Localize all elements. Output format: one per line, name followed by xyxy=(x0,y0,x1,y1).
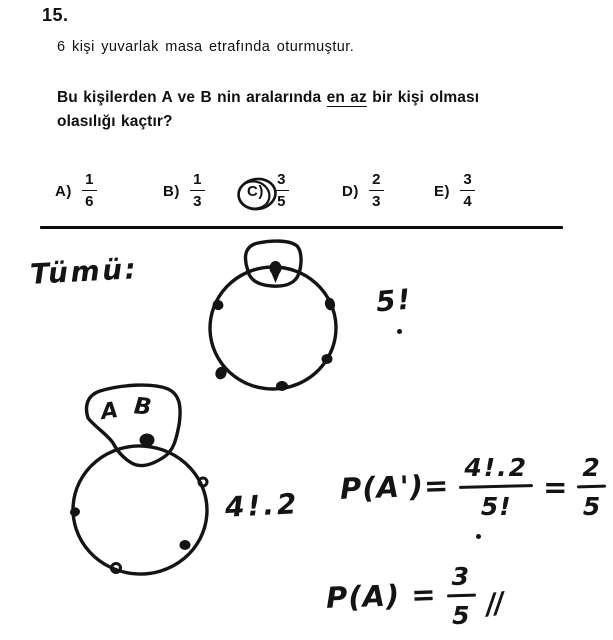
seat-dot xyxy=(322,354,333,364)
handwritten-all-label: Tümü: xyxy=(29,252,140,291)
result-numerator: 2 xyxy=(582,453,602,482)
option-c-numerator: 3 xyxy=(274,171,289,191)
horizontal-rule xyxy=(40,226,563,229)
option-a xyxy=(55,171,97,210)
option-b-denominator: 3 xyxy=(193,193,202,210)
option-d-denominator: 3 xyxy=(372,193,381,210)
fraction-denominator: 5 xyxy=(452,601,471,631)
option-c-label: C) xyxy=(247,183,264,200)
result-denominator: 5 xyxy=(582,492,602,522)
ink-dot xyxy=(397,329,402,334)
option-d-numerator: 2 xyxy=(369,171,384,191)
option-e-label: E) xyxy=(434,183,450,200)
question-statement: 6 kişi yuvarlak masa etrafında oturmuştur. xyxy=(57,39,355,55)
fraction-denominator: 5! xyxy=(480,492,512,522)
answer-fraction xyxy=(447,562,476,630)
option-e-denominator: 4 xyxy=(463,193,472,210)
option-c-denominator: 5 xyxy=(277,193,286,210)
option-b xyxy=(163,171,205,210)
option-d xyxy=(342,171,384,210)
option-a-fraction xyxy=(82,171,97,210)
seat-dot xyxy=(180,540,191,550)
handwritten-4-factorial-times-2: 4!.2 xyxy=(224,487,301,524)
option-e-numerator: 3 xyxy=(460,171,475,191)
option-d-label: D) xyxy=(342,183,359,200)
pair-seat-dot xyxy=(140,434,155,447)
seat-dot-top-tail xyxy=(271,272,280,283)
option-a-numerator: 1 xyxy=(82,171,97,191)
fraction-numerator: 3 xyxy=(451,562,472,591)
option-e xyxy=(434,171,475,210)
option-b-fraction xyxy=(190,171,205,210)
option-a-label: A) xyxy=(55,183,72,200)
ink-dot xyxy=(476,534,481,539)
table-circle-1 xyxy=(208,265,338,391)
option-a-denominator: 6 xyxy=(85,193,94,210)
option-e-fraction xyxy=(460,171,475,210)
handwritten-5-factorial: 5! xyxy=(374,282,414,319)
seat-label-b: B xyxy=(132,393,153,421)
seat-label-a: A xyxy=(99,397,120,426)
complement-probability-formula xyxy=(340,453,607,521)
prompt-text-before: Bu kişilerden A ve B nin aralarında xyxy=(57,89,327,106)
equals-sign: = xyxy=(543,470,568,505)
formula-lhs: P(A')= xyxy=(339,468,450,506)
pair-blob-loop xyxy=(87,385,181,466)
prompt-text-after: bir kişi olması xyxy=(366,89,480,106)
round-table-sketch-1 xyxy=(200,238,350,398)
table-circle-2 xyxy=(69,441,212,578)
fraction-numerator: 4!.2 xyxy=(464,453,529,482)
formula-fraction xyxy=(459,453,533,521)
prompt-line2: olasılığı kaçtır? xyxy=(57,112,173,130)
prompt-underlined-text: en az xyxy=(326,89,367,106)
answer-end-marks: // xyxy=(483,585,505,621)
option-c-selection-circle xyxy=(234,174,282,216)
option-b-numerator: 1 xyxy=(190,171,205,191)
option-d-fraction xyxy=(369,171,384,210)
question-number: 15. xyxy=(42,5,69,25)
result-fraction xyxy=(577,453,606,521)
seat-dot-ring xyxy=(199,478,207,486)
answer-probability-formula xyxy=(325,562,505,631)
option-b-label: B) xyxy=(163,183,180,200)
question-prompt xyxy=(57,86,577,133)
seat-dot xyxy=(69,506,81,518)
formula-lhs: P(A) = xyxy=(325,577,438,616)
